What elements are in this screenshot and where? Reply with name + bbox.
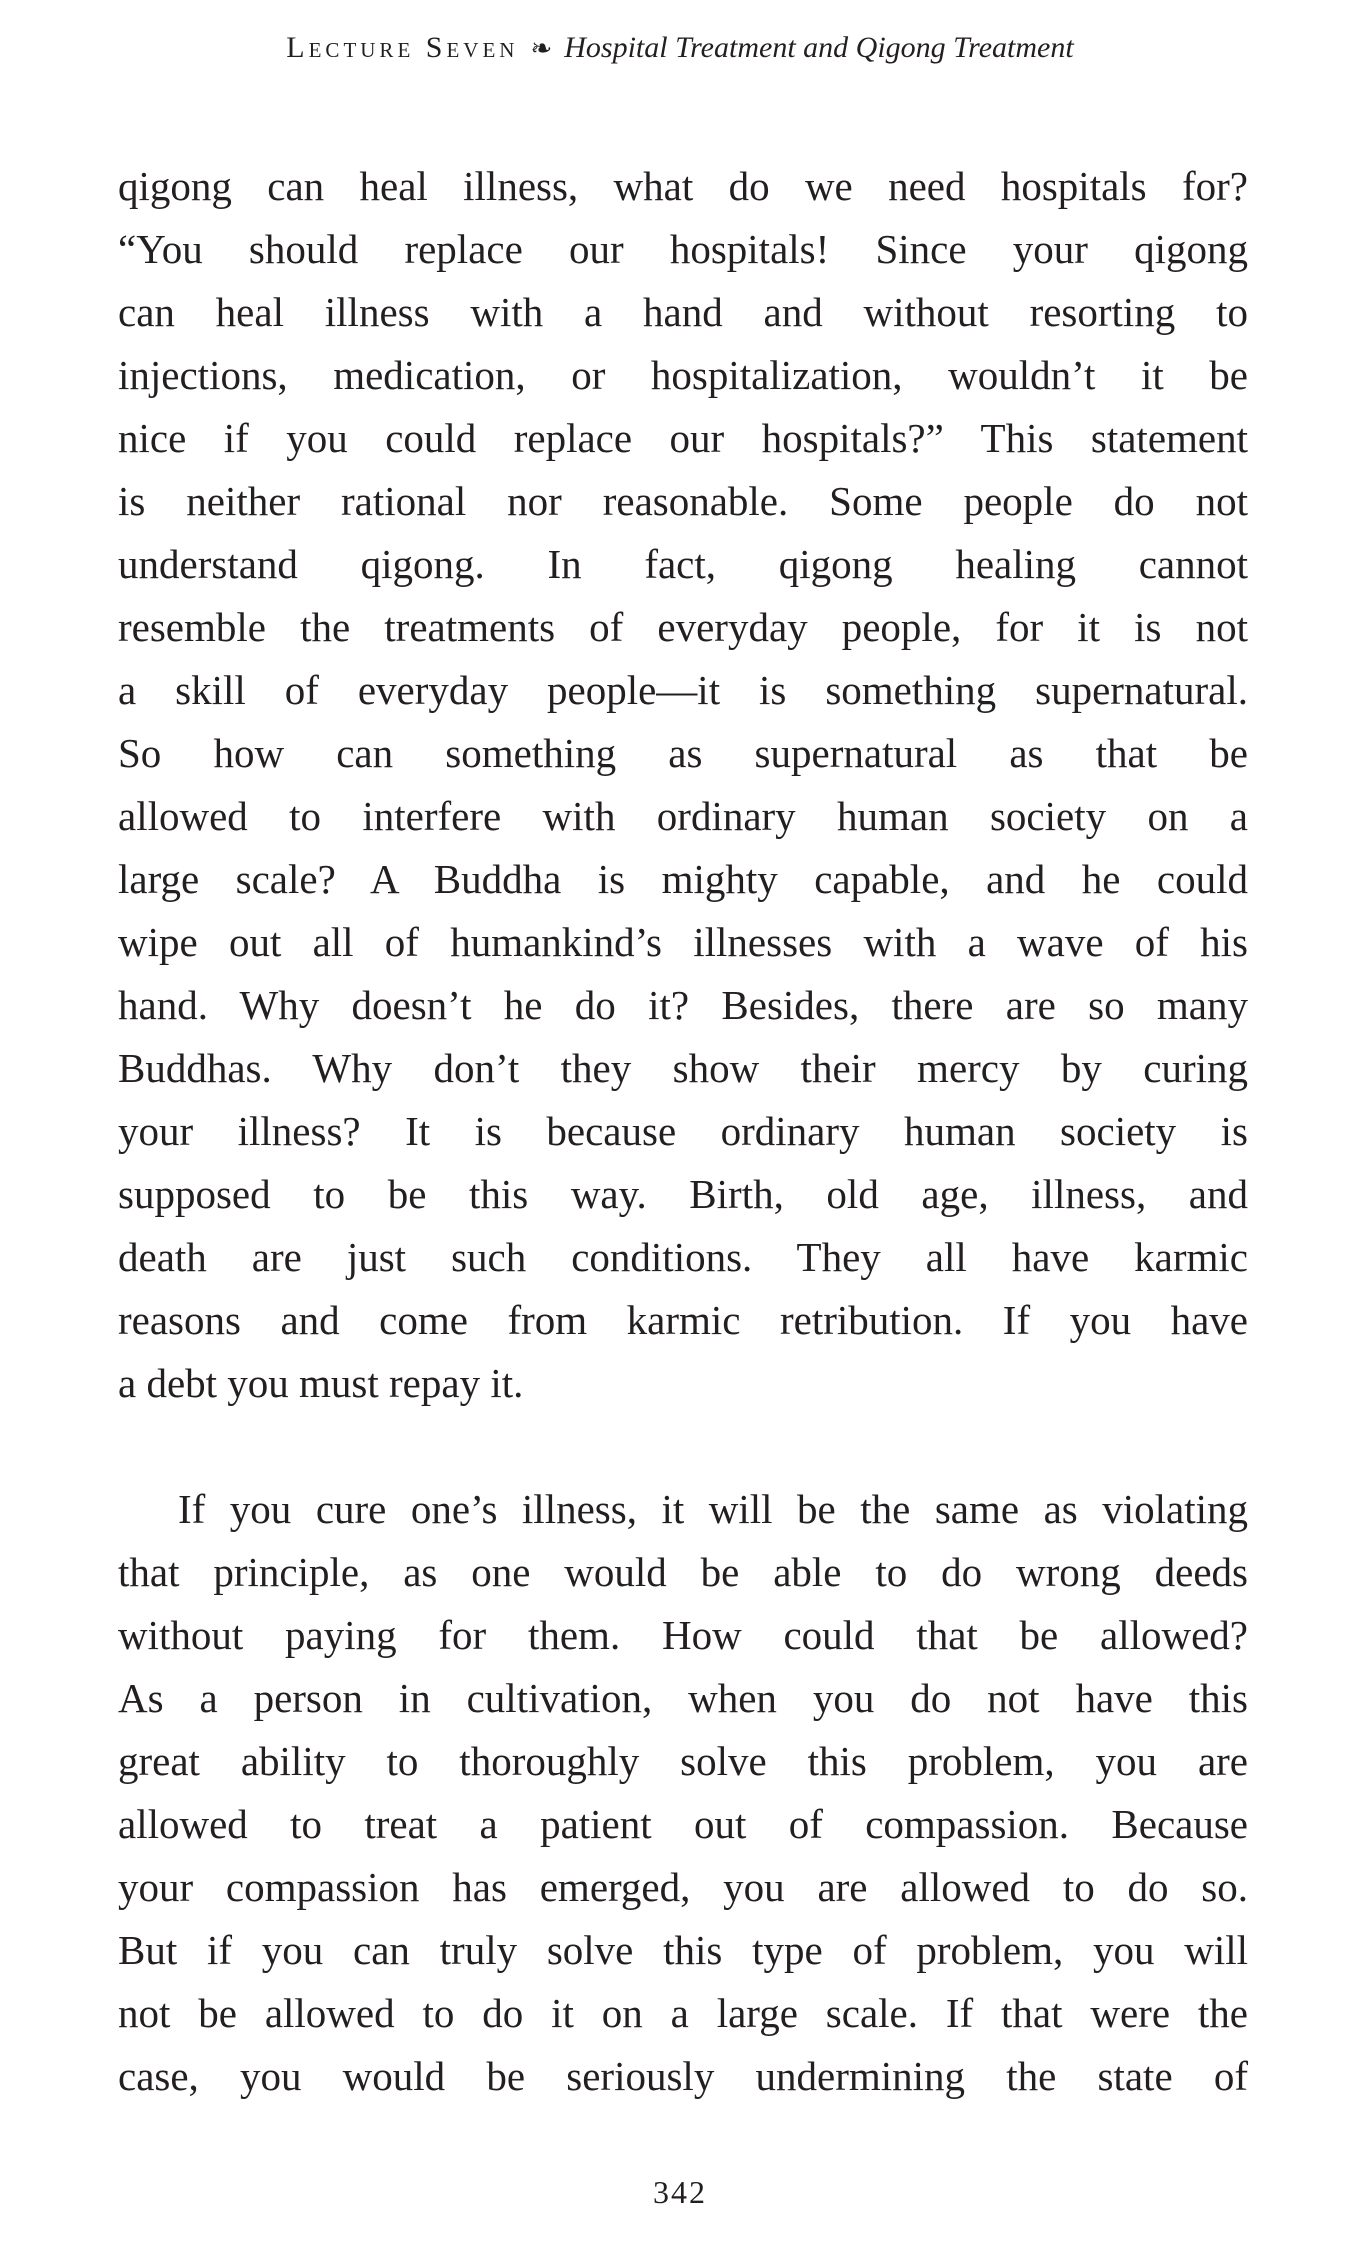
paragraph-1: [118, 155, 1248, 1415]
text-line: your illness? It is because ordinary human society is: [118, 1108, 1248, 1154]
text-line: allowed to interfere with ordinary human society on a: [118, 793, 1248, 839]
text-line: death are just such conditions. They all have karmic: [118, 1234, 1248, 1280]
fleuron-ornament-icon: ❧: [530, 34, 553, 63]
text-line: nice if you could replace our hospitals?” This statement: [118, 415, 1248, 461]
text-line: large scale? A Buddha is mighty capable, and he could: [118, 856, 1248, 902]
running-head-lecture: Lecture Seven: [286, 31, 519, 64]
text-line: reasons and come from karmic retribution. If you have: [118, 1297, 1248, 1343]
running-head: [0, 28, 1360, 69]
text-line: your compassion has emerged, you are allowed to do so.: [118, 1864, 1248, 1910]
paragraph-2: [118, 1478, 1248, 2108]
running-head-title: Hospital Treatment and Qigong Treatment: [564, 31, 1074, 64]
text-line: that principle, as one would be able to do wrong deeds: [118, 1549, 1248, 1595]
text-line: supposed to be this way. Birth, old age, illness, and: [118, 1171, 1248, 1217]
text-line: a skill of everyday people—it is something supernatural.: [118, 667, 1248, 713]
text-line: injections, medication, or hospitalization, wouldn’t it be: [118, 352, 1248, 398]
text-line: understand qigong. In fact, qigong healing cannot: [118, 541, 1248, 587]
text-line: resemble the treatments of everyday people, for it is not: [118, 604, 1248, 650]
text-line: not be allowed to do it on a large scale. If that were the: [118, 1990, 1248, 2036]
text-line: If you cure one’s illness, it will be the same as violating: [178, 1486, 1248, 1532]
text-line: “You should replace our hospitals! Since your qigong: [118, 226, 1248, 272]
text-line: a debt you must repay it.: [118, 1360, 524, 1406]
text-line: So how can something as supernatural as that be: [118, 730, 1248, 776]
body-text: [118, 155, 1248, 2108]
text-line: Buddhas. Why don’t they show their mercy by curing: [118, 1045, 1248, 1091]
page-number: 342: [653, 2174, 707, 2210]
text-line: case, you would be seriously undermining the state of: [118, 2053, 1248, 2099]
text-line: But if you can truly solve this type of problem, you will: [118, 1927, 1248, 1973]
text-line: great ability to thoroughly solve this problem, you are: [118, 1738, 1248, 1784]
text-line: As a person in cultivation, when you do not have this: [118, 1675, 1248, 1721]
text-line: can heal illness with a hand and without resorting to: [118, 289, 1248, 335]
text-line: wipe out all of humankind’s illnesses with a wave of his: [118, 919, 1248, 965]
text-line: hand. Why doesn’t he do it? Besides, there are so many: [118, 982, 1248, 1028]
text-line: qigong can heal illness, what do we need hospitals for?: [118, 163, 1248, 209]
text-line: without paying for them. How could that be allowed?: [118, 1612, 1248, 1658]
text-line: allowed to treat a patient out of compassion. Because: [118, 1801, 1248, 1847]
text-line: is neither rational nor reasonable. Some people do not: [118, 478, 1248, 524]
